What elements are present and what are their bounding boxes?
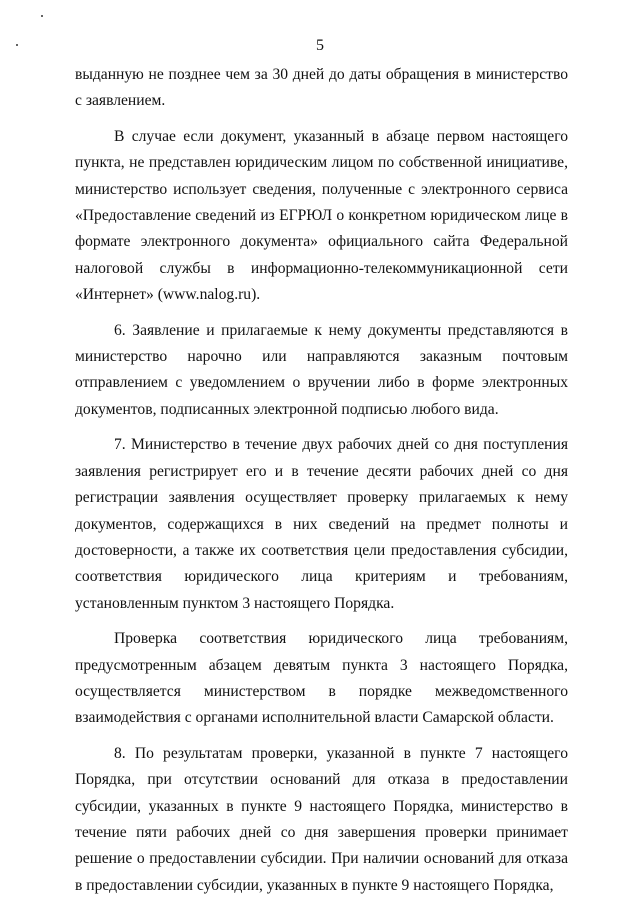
scan-speck [41,15,43,17]
document-body [75,62,568,899]
paragraph-item-6: 6. Заявление и прилагаемые к нему документы представляются в министерство нарочно или направляются заказным почтовым отправлением с уведомлением о вручении либо в форме электронных документов, подписанных электронной подписью любого вида. [75,321,568,418]
paragraph-continuation: выданную не позднее чем за 30 дней до даты обращения в министерство с заявлением. [75,66,568,110]
paragraph-egrul-info: В случае если документ, указанный в абзаце первом настоящего пункта, не представлен юридическим лицом по собственной инициативе, министерство использует сведения, полученные с электронного сервиса «Предоставление сведений из ЕГРЮЛ о конкретном юридическом лице в формате электронного документа» официального сайта Федеральной налоговой службы в информационно-телекоммуникационной сети «Интернет» (www.nalog.ru). [75,127,568,304]
page-number: 5 [316,37,324,54]
paragraph-item-8: 8. По результатам проверки, указанной в пункте 7 настоящего Порядка, при отсутствии оснований для отказа в предоставлении субсидии, указанных в пункте 9 настоящего Порядка, министерство в течение пяти рабочих дней со дня завершения проверки принимает решение о предоставлении субсидии. При наличии оснований для отказа в предоставлении субсидии, указанных в пункте 9 настоящего Порядка, [75,744,568,894]
paragraph-item-7: 7. Министерство в течение двух рабочих дней со дня поступления заявления регистрирует его и в течение десяти рабочих дней со дня регистрации заявления осуществляет проверку прилагаемых к нему документов, содержащихся в них сведений на предмет полноты и достоверности, а также их соответствия цели предоставления субсидии, соответствия юридического лица критериям и требованиям, установленным пунктом 3 настоящего Порядка. [75,436,568,612]
paragraph-verification: Проверка соответствия юридического лица требованиям, предусмотренным абзацем девятым пункта 3 настоящего Порядка, осуществляется министерством в порядке межведомственного взаимодействия с органами исполнительной власти Самарской области. [75,630,568,727]
